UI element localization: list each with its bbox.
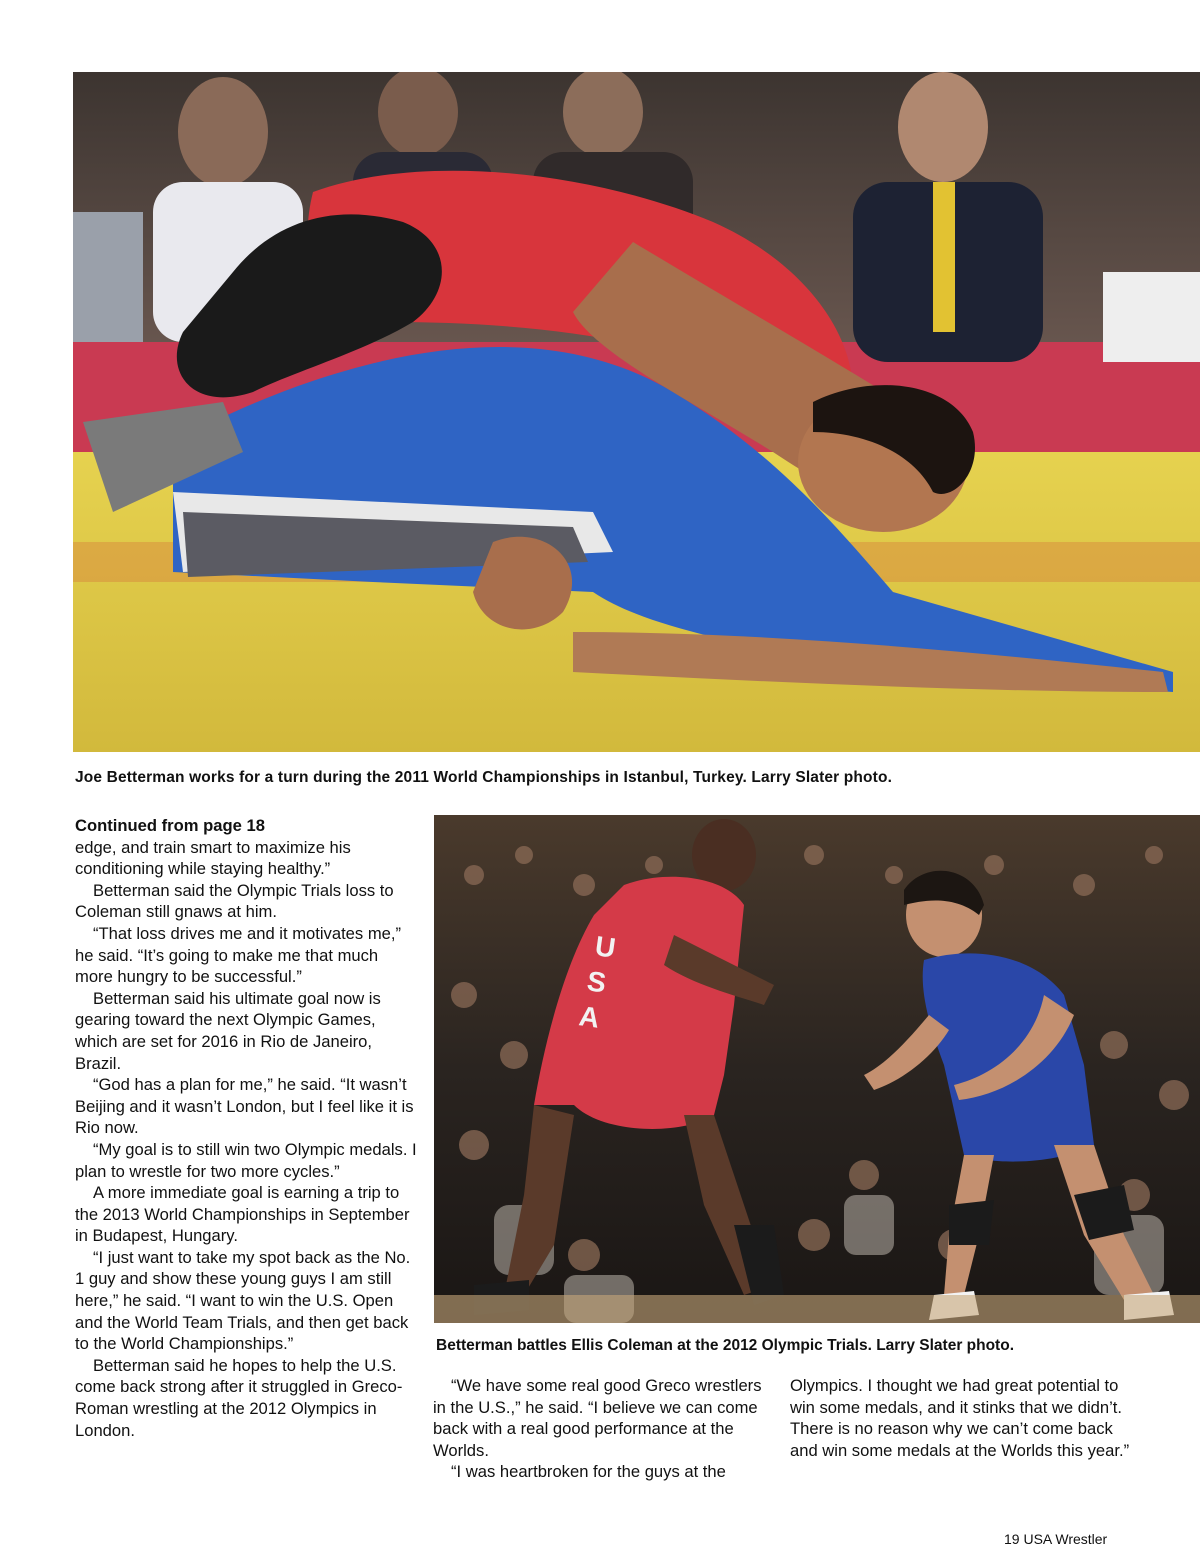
svg-text:S: S [585,965,608,999]
middle-photo-illustration [434,815,1200,1323]
article-paragraph: “That loss drives me and it motivates me,” he said. “It’s going to make me that much more hungry to be successful.” [75,923,402,987]
article-paragraph: “We have some real good Greco wrestlers in the U.S.,” he said. “I believe we can come back with a real good performance at the Worlds. [433,1376,762,1460]
article-paragraph: “I just want to take my spot back as the No. 1 guy and show these young guys I am still here,” he said. “I want to win the U.S. Open and the World Team Trials, and then get back to the World Championships.” [75,1247,411,1354]
continued-label: Continued from page 18 [75,816,265,835]
article-paragraph: “I was heartbroken for the guys at the [451,1462,726,1482]
middle-photo [434,815,1200,1323]
top-photo-illustration [73,72,1200,752]
middle-photo-caption: Betterman battles Ellis Coleman at the 2012 Olympic Trials. Larry Slater photo. [436,1337,1014,1354]
article-column-right [790,1375,1135,1461]
article-column-middle [433,1375,771,1483]
article-paragraph: Betterman said his ultimate goal now is gearing toward the next Olympic Games, which are set for 2016 in Rio de Janeiro, Brazil. [75,988,381,1073]
svg-text:A: A [577,1000,602,1034]
article-paragraph: edge, and train smart to maximize his conditioning while staying healthy.” [75,837,351,879]
article-paragraph: “My goal is to still win two Olympic medals. I plan to wrestle for two more cycles.” [75,1139,417,1181]
article-paragraph: Betterman said he hopes to help the U.S. come back strong after it struggled in Greco-Roman wrestling at the 2012 Olympics in London. [75,1355,403,1440]
top-photo-caption: Joe Betterman works for a turn during the 2011 World Championships in Istanbul, Turkey. Larry Slater photo. [75,769,893,786]
svg-text:U: U [593,930,618,964]
article-paragraph: “God has a plan for me,” he said. “It wasn’t Beijing and it wasn’t London, but I feel like it is Rio now. [75,1075,414,1138]
top-photo [73,72,1200,752]
article-column-left [75,815,420,1441]
page-footer: 19 USA Wrestler [1004,1531,1108,1547]
article-paragraph: Betterman said the Olympic Trials loss to Coleman still gnaws at him. [75,880,394,922]
article-paragraph: A more immediate goal is earning a trip to the 2013 World Championships in September in Budapest, Hungary. [75,1183,410,1246]
article-paragraph: Olympics. I thought we had great potential to win some medals, and it stinks that we didn’t. There is no reason why we can’t come back and win some medals at the Worlds this year.” [790,1376,1130,1460]
